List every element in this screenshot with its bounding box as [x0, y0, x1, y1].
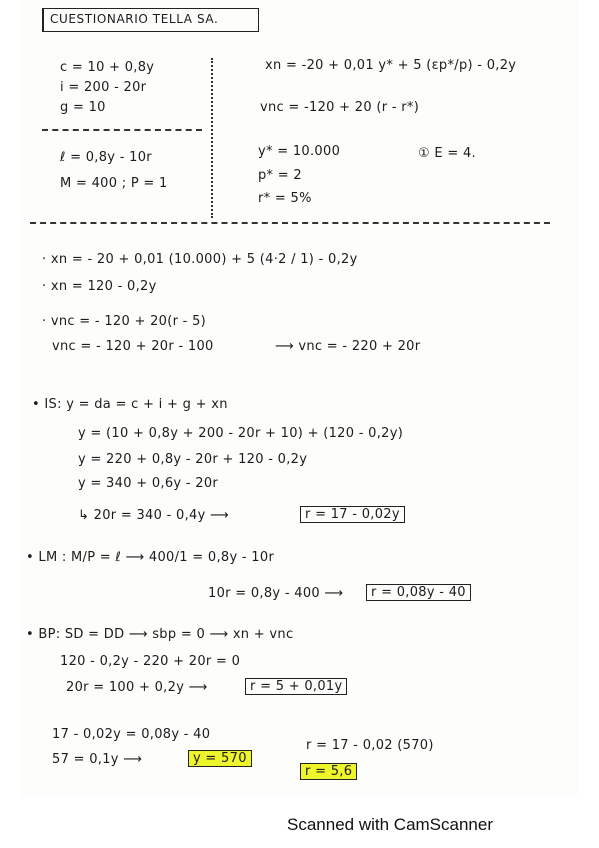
- bp-curve-boxed: r = 5 + 0,01y: [245, 678, 347, 695]
- given-net-exports: xn = -20 + 0,01 y* + 5 (εp*/p) - 0,2y: [265, 58, 517, 73]
- lm-curve-boxed: r = 0,08y - 40: [366, 584, 471, 601]
- title-box: [42, 8, 259, 32]
- xn-substitution: · xn = - 20 + 0,01 (10.000) + 5 (4·2 / 1) - 0,2y: [42, 252, 358, 267]
- bp-equation: • BP: SD = DD ⟶ sbp = 0 ⟶ xn + vnc: [26, 627, 294, 642]
- given-foreign-price: p* = 2: [258, 168, 302, 183]
- bp-step-2: 20r = 100 + 0,2y ⟶: [66, 680, 208, 695]
- equilibrium-equation: 17 - 0,02y = 0,08y - 40: [52, 727, 211, 742]
- is-equation: • IS: y = da = c + i + g + xn: [32, 397, 228, 412]
- rate-result: r = 5,6: [300, 763, 357, 780]
- lm-step: 10r = 0,8y - 400 ⟶: [208, 586, 344, 601]
- given-government: g = 10: [60, 100, 106, 115]
- vnc-substitution: · vnc = - 120 + 20(r - 5): [42, 314, 207, 329]
- given-foreign-rate: r* = 5%: [258, 191, 312, 206]
- is-curve-boxed: r = 17 - 0,02y: [300, 506, 405, 523]
- given-foreign-output: y* = 10.000: [258, 144, 341, 159]
- lm-equation: • LM : M/P = ℓ ⟶ 400/1 = 0,8y - 10r: [26, 550, 275, 565]
- is-step-1: y = (10 + 0,8y + 200 - 20r + 10) + (120 - 0,2y): [78, 426, 404, 441]
- rate-substitution: r = 17 - 0,02 (570): [306, 738, 434, 753]
- given-consumption: c = 10 + 0,8y: [60, 60, 155, 75]
- vnc-expanded: vnc = - 120 + 20r - 100: [52, 339, 214, 354]
- section-divider: [30, 222, 550, 224]
- vertical-separator: [211, 58, 213, 218]
- vnc-result: ⟶ vnc = - 220 + 20r: [275, 339, 421, 354]
- given-money-supply: M = 400 ; P = 1: [60, 176, 168, 191]
- is-step-3: y = 340 + 0,6y - 20r: [78, 476, 219, 491]
- document-title: CUESTIONARIO TELLA SA.: [50, 12, 219, 26]
- equilibrium-step: 57 = 0,1y ⟶: [52, 752, 143, 767]
- bp-step-1: 120 - 0,2y - 220 + 20r = 0: [60, 654, 241, 669]
- given-money-demand: ℓ = 0,8y - 10r: [60, 150, 152, 165]
- scanner-watermark: Scanned with CamScanner: [287, 815, 494, 834]
- given-capital-flows: vnc = -120 + 20 (r - r*): [260, 100, 420, 115]
- is-step-2: y = 220 + 0,8y - 20r + 120 - 0,2y: [78, 452, 308, 467]
- is-step-4: ↳ 20r = 340 - 0,4y ⟶: [78, 508, 229, 523]
- given-exchange-rate: ① E = 4.: [418, 146, 476, 161]
- given-investment: i = 200 - 20r: [60, 80, 147, 95]
- output-result: y = 570: [188, 750, 252, 767]
- dashed-divider: [42, 129, 202, 131]
- xn-result: · xn = 120 - 0,2y: [42, 279, 157, 294]
